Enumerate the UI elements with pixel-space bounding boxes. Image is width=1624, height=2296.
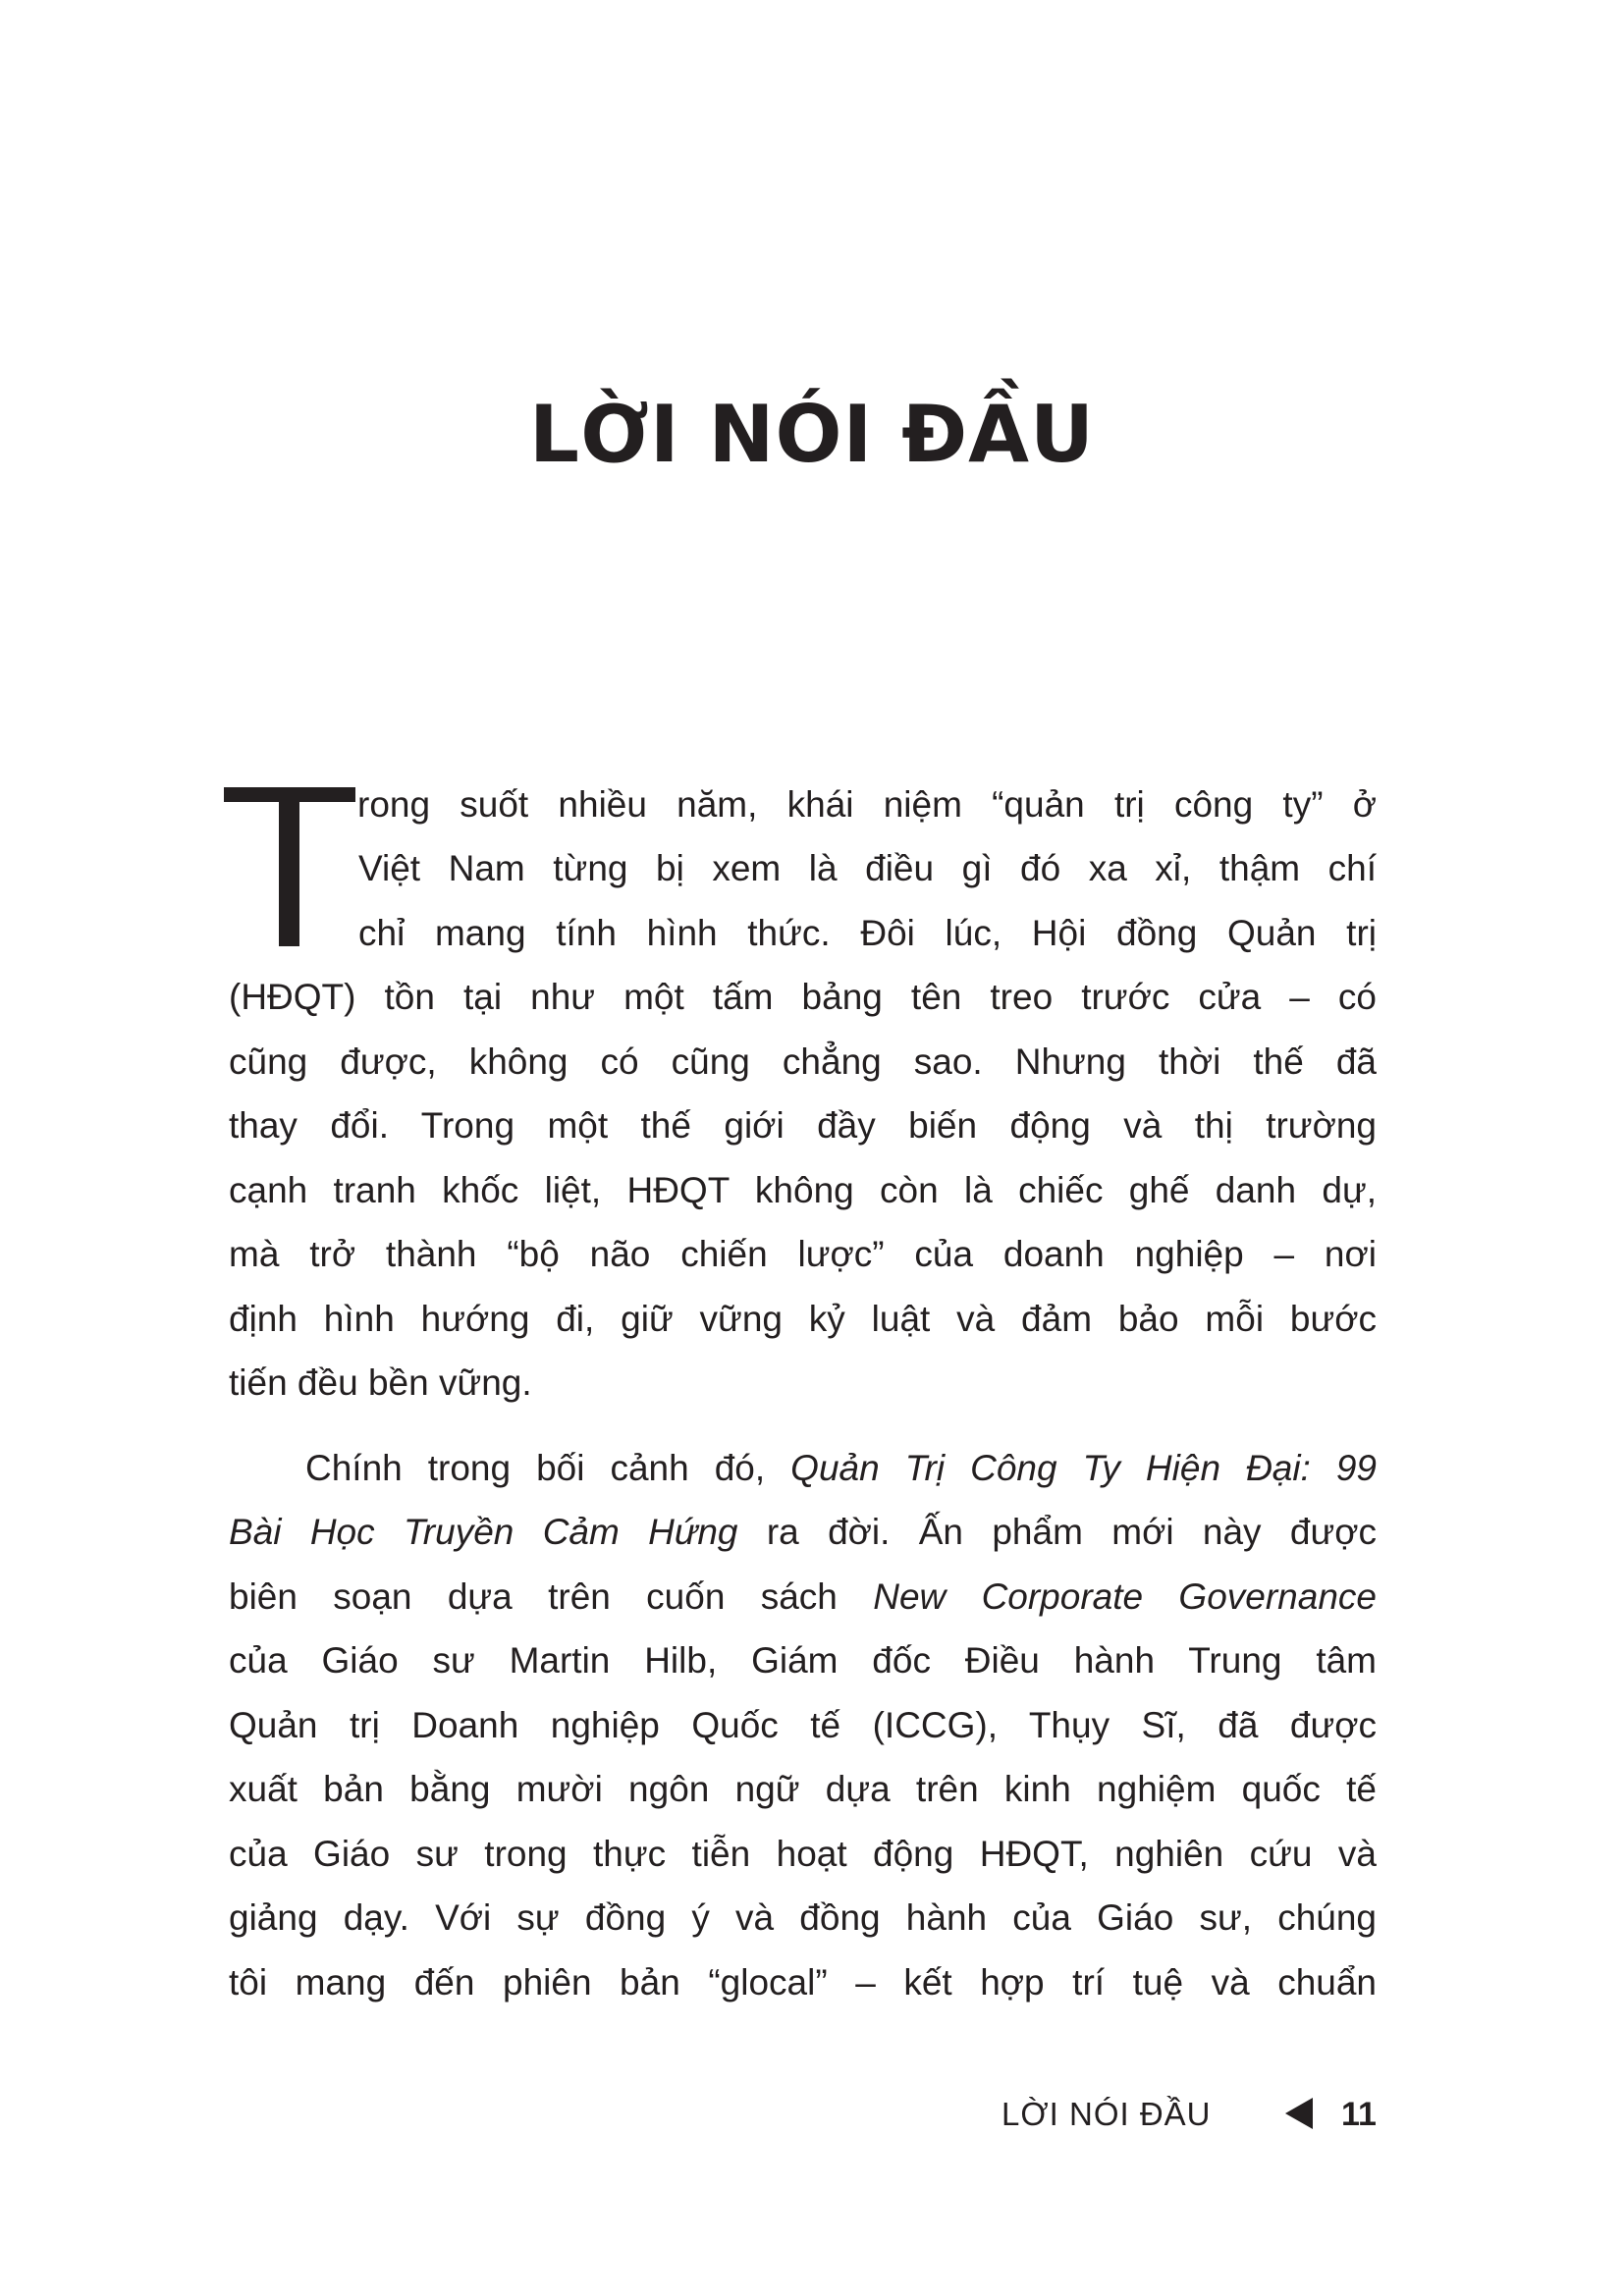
- text-line: cũng được, không có cũng chẳng sao. Nhưng thời thế đã: [229, 1041, 1377, 1082]
- text-run: ra đời. Ấn phẩm mới này được: [737, 1512, 1377, 1552]
- drop-cap-stem: [279, 787, 299, 946]
- page-number: 11: [1341, 2096, 1377, 2133]
- text-line: định hình hướng đi, giữ vững kỷ luật và đảm bảo mỗi bước: [229, 1299, 1377, 1339]
- text-line: Quản trị Doanh nghiệp Quốc tế (ICCG), Thụy Sĩ, đã được: [229, 1705, 1377, 1745]
- text-line: tiến đều bền vững.: [229, 1362, 532, 1403]
- text-line: rong suốt nhiều năm, khái niệm “quản trị công ty” ở: [357, 784, 1377, 825]
- text-line: tôi mang đến phiên bản “glocal” – kết hợp trí tuệ và chuẩn: [229, 1962, 1377, 2002]
- text-line: Việt Nam từng bị xem là điều gì đó xa xỉ, thậm chí: [358, 848, 1377, 888]
- drop-cap: [224, 787, 355, 946]
- text-run: Chính trong bối cảnh đó,: [305, 1448, 791, 1488]
- text-line: chỉ mang tính hình thức. Đôi lúc, Hội đồng Quản trị: [358, 913, 1377, 953]
- source-book-title-italic: New Corporate Governance: [873, 1576, 1377, 1617]
- book-title-italic: Quản Trị Công Ty Hiện Đại: 99: [790, 1448, 1377, 1488]
- left-triangle-icon: [1285, 2098, 1313, 2129]
- text-line: của Giáo sư trong thực tiễn hoạt động HĐQT, nghiên cứu và: [229, 1834, 1377, 1874]
- text-line: của Giáo sư Martin Hilb, Giám đốc Điều hành Trung tâm: [229, 1640, 1377, 1681]
- text-line: cạnh tranh khốc liệt, HĐQT không còn là chiếc ghế danh dự,: [229, 1170, 1377, 1210]
- running-footer-section: LỜI NÓI ĐẦU: [1001, 2096, 1212, 2132]
- text-line: giảng dạy. Với sự đồng ý và đồng hành của Giáo sư, chúng: [229, 1897, 1377, 1938]
- text-line: (HĐQT) tồn tại như một tấm bảng tên treo trước cửa – có: [229, 977, 1377, 1017]
- book-title-italic: Bài Học Truyền Cảm Hứng: [229, 1512, 738, 1552]
- page-title: LỜI NÓI ĐẦU: [529, 389, 1095, 480]
- text-line: xuất bản bằng mười ngôn ngữ dựa trên kinh nghiệm quốc tế: [229, 1769, 1377, 1809]
- text-line: [305, 1444, 1377, 1493]
- text-line: mà trở thành “bộ não chiến lược” của doanh nghiệp – nơi: [229, 1234, 1377, 1274]
- text-line: [229, 1508, 1377, 1557]
- text-line: [229, 1573, 1377, 1622]
- text-line: thay đổi. Trong một thế giới đầy biến động và thị trường: [229, 1105, 1377, 1146]
- text-run: biên soạn dựa trên cuốn sách: [229, 1576, 874, 1617]
